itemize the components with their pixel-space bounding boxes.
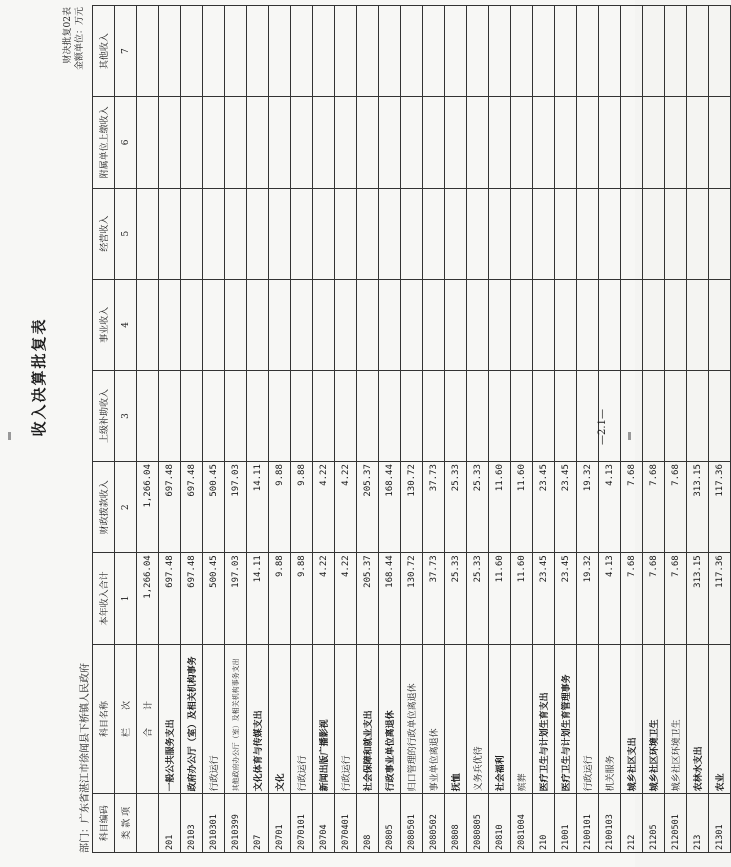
col-header-4: 事业收入 [93,279,115,370]
row-empty-cell [291,97,313,188]
row-empty-cell [379,279,401,370]
row-name: 行政运行 [291,644,313,794]
column-number-row [115,6,137,853]
row-empty-cell [269,6,291,97]
row-empty-cell [203,188,225,279]
row-empty-cell [709,279,731,370]
row-empty-cell [489,97,511,188]
table-row [247,6,269,853]
row-empty-cell [313,188,335,279]
row-total: 168.44 [379,553,401,644]
row-name: 政府办公厅（室）及相关机构事务 [181,644,203,794]
row-total: 19.32 [577,553,599,644]
row-empty-cell [643,6,665,97]
page-title: 收入决算批复表 [30,317,48,437]
row-empty-cell [335,370,357,461]
table-row [159,6,181,853]
row-fiscal: 25.33 [445,462,467,553]
row-empty-cell [665,188,687,279]
row-name: 抚恤 [445,644,467,794]
row-empty-cell [533,279,555,370]
row-name: 行政运行 [577,644,599,794]
row-empty-cell [247,279,269,370]
row-empty-cell [203,6,225,97]
row-empty-cell [335,279,357,370]
row-empty-cell [467,6,489,97]
row-empty-cell [577,97,599,188]
row-empty-cell [225,188,247,279]
row-empty-cell [379,370,401,461]
row-empty-cell [423,370,445,461]
row-empty-cell [599,6,621,97]
col-no-5: 5 [115,188,137,279]
row-total: 23.45 [555,553,577,644]
row-empty-cell [599,279,621,370]
row-empty-cell [687,6,709,97]
row-empty-cell [599,188,621,279]
col-no-7: 7 [115,6,137,97]
row-empty-cell [555,279,577,370]
row-name: 行政运行 [335,644,357,794]
table-row [467,6,489,853]
row-empty-cell [247,97,269,188]
row-empty-cell [225,370,247,461]
row-name: 社会福利 [489,644,511,794]
row-empty-cell [445,188,467,279]
row-code: 2100103 [599,794,621,853]
row-empty-cell [709,188,731,279]
row-empty-cell [467,97,489,188]
row-empty-cell [577,6,599,97]
row-name: 文化体育与传媒支出 [247,644,269,794]
code-xiang-label: 项 [122,806,132,816]
table-row [533,6,555,853]
row-fiscal: 117.36 [709,462,731,553]
row-fiscal: 25.33 [467,462,489,553]
row-code: 20805 [379,794,401,853]
table-row [357,6,379,853]
row-empty-cell [291,279,313,370]
row-total: 500.45 [203,553,225,644]
row-fiscal: 4.22 [313,462,335,553]
row-fiscal: 11.60 [511,462,533,553]
table-row [181,6,203,853]
row-fiscal: 7.68 [665,462,687,553]
page-number: —2.1— [597,409,608,445]
row-empty-cell [555,370,577,461]
row-fiscal: 697.48 [159,462,181,553]
row-empty-cell [423,188,445,279]
row-name: 义务兵优待 [467,644,489,794]
row-code: 2100101 [577,794,599,853]
row-name: 一般公共服务支出 [159,644,181,794]
row-total: 9.88 [291,553,313,644]
total-fiscal-value: 1,266.04 [137,462,159,553]
row-total: 205.37 [357,553,379,644]
row-empty-cell [225,6,247,97]
row-empty-cell [379,6,401,97]
row-fiscal: 500.45 [203,462,225,553]
table-row [621,6,643,853]
row-empty-cell [335,97,357,188]
row-empty-cell [159,370,181,461]
row-empty-cell [181,370,203,461]
col-no-1: 1 [115,553,137,644]
row-empty-cell [159,279,181,370]
row-empty-cell [687,279,709,370]
row-empty-cell [313,6,335,97]
row-name: 农业 [709,644,731,794]
table-row [709,6,731,853]
row-empty-cell [445,279,467,370]
row-name: 行政运行 [203,644,225,794]
row-empty-cell [621,97,643,188]
row-name: 殡葬 [511,644,533,794]
row-empty-cell [533,6,555,97]
row-empty-cell [401,370,423,461]
row-code: 20810 [489,794,511,853]
row-empty-cell [335,6,357,97]
row-code: 208 [357,794,379,853]
row-empty-cell [313,97,335,188]
row-fiscal: 197.03 [225,462,247,553]
row-code: 2070401 [335,794,357,853]
col-header-5: 经营收入 [93,188,115,279]
row-empty-cell [511,6,533,97]
row-code: 2120501 [665,794,687,853]
row-empty-cell [423,279,445,370]
row-empty-cell [159,188,181,279]
row-empty-cell [357,370,379,461]
row-total: 4.13 [599,553,621,644]
row-empty-cell [203,370,225,461]
table-row [379,6,401,853]
row-empty-cell [401,6,423,97]
table-row [291,6,313,853]
row-code: 207 [247,794,269,853]
row-empty-cell [357,97,379,188]
row-code: 213 [687,794,709,853]
row-total: 7.68 [665,553,687,644]
row-total: 9.88 [269,553,291,644]
row-empty-cell [313,370,335,461]
form-number-text: 财决批复02表 [63,7,73,64]
row-empty-cell [159,97,181,188]
row-fiscal: 205.37 [357,462,379,553]
row-empty-cell [687,97,709,188]
table-row [643,6,665,853]
code-subheader [115,794,137,853]
row-empty-cell [313,279,335,370]
row-empty-cell [467,279,489,370]
row-empty-cell [533,370,555,461]
row-empty-cell [621,279,643,370]
table-row [335,6,357,853]
row-name: 事业单位离退休 [423,644,445,794]
table-row [489,6,511,853]
row-fiscal: 313.15 [687,462,709,553]
row-empty-cell [533,97,555,188]
row-empty-cell [577,370,599,461]
row-fiscal: 9.88 [269,462,291,553]
row-empty-cell [181,279,203,370]
row-empty-cell [467,188,489,279]
form-number [62,7,86,97]
col-header-2: 财政拨款收入 [93,462,115,553]
row-empty-cell [335,188,357,279]
row-code: 20808 [445,794,467,853]
row-empty-cell [621,370,643,461]
row-empty-cell [379,188,401,279]
department-label: 部门：广东省湛江市徐闻县下桥镇人民政府 [80,663,91,853]
row-code: 2080805 [467,794,489,853]
row-code: 210 [533,794,555,853]
row-empty-cell [577,188,599,279]
column-index-label: 栏 次 [115,644,137,794]
row-empty-cell [291,370,313,461]
code-group-header: 科目编码 [93,794,115,853]
row-name: 城乡社区环境卫生 [665,644,687,794]
col-no-3: 3 [115,370,137,461]
row-code: 21301 [709,794,731,853]
row-empty-cell [181,6,203,97]
row-code: 2070101 [291,794,313,853]
row-name: 其他政府办公厅（室）及相关机构事务支出 [225,644,247,794]
row-empty-cell [291,6,313,97]
row-fiscal: 23.45 [555,462,577,553]
row-code: 20701 [269,794,291,853]
row-total: 197.03 [225,553,247,644]
row-empty-cell [489,6,511,97]
row-total: 25.33 [467,553,489,644]
row-empty-cell [445,6,467,97]
row-total: 117.36 [709,553,731,644]
row-empty-cell [379,97,401,188]
row-empty-cell [665,6,687,97]
row-empty-cell [555,97,577,188]
row-total: 697.48 [181,553,203,644]
row-total: 25.33 [445,553,467,644]
row-empty-cell [621,6,643,97]
row-empty-cell [181,97,203,188]
row-fiscal: 4.22 [335,462,357,553]
row-empty-cell [269,188,291,279]
row-code: 2080502 [423,794,445,853]
row-total: 11.60 [489,553,511,644]
unit-label: 金额单位：万元 [75,7,85,71]
row-empty-cell [665,97,687,188]
table-row [511,6,533,853]
row-code: 21205 [643,794,665,853]
header-row [93,6,115,853]
table-row [445,6,467,853]
row-empty-cell [599,97,621,188]
row-code: 2080501 [401,794,423,853]
row-fiscal: 37.73 [423,462,445,553]
row-empty-cell [709,6,731,97]
row-name: 新闻出版广播影视 [313,644,335,794]
col-no-6: 6 [115,97,137,188]
row-name: 农林水支出 [687,644,709,794]
row-empty-cell [511,188,533,279]
row-name: 文化 [269,644,291,794]
row-empty-cell [401,279,423,370]
row-empty-cell [687,188,709,279]
row-fiscal: 9.88 [291,462,313,553]
row-empty-cell [709,97,731,188]
row-total: 7.68 [621,553,643,644]
row-empty-cell [489,188,511,279]
row-empty-cell [423,6,445,97]
row-empty-cell [401,188,423,279]
table-row [269,6,291,853]
name-header: 科目名称 [93,644,115,794]
row-name: 机关服务 [599,644,621,794]
row-empty-cell [269,370,291,461]
row-empty-cell [225,279,247,370]
table-row [401,6,423,853]
row-code: 20704 [313,794,335,853]
row-empty-cell [709,370,731,461]
col-header-3: 上级补助收入 [93,370,115,461]
row-total: 23.45 [533,553,555,644]
row-empty-cell [555,6,577,97]
row-total: 11.60 [511,553,533,644]
row-fiscal: 130.72 [401,462,423,553]
row-empty-cell [687,370,709,461]
row-code: 21001 [555,794,577,853]
row-empty-cell [269,279,291,370]
row-name: 行政事业单位离退休 [379,644,401,794]
row-name: 城乡社区支出 [621,644,643,794]
row-name: 社会保障和就业支出 [357,644,379,794]
row-empty-cell [621,188,643,279]
table-row [313,6,335,853]
table-row [423,6,445,853]
row-empty-cell [665,279,687,370]
row-total: 14.11 [247,553,269,644]
table-row [577,6,599,853]
row-fiscal: 19.32 [577,462,599,553]
row-empty-cell [203,279,225,370]
row-total: 130.72 [401,553,423,644]
row-total: 4.22 [335,553,357,644]
row-fiscal: 14.11 [247,462,269,553]
row-empty-cell [159,6,181,97]
col-no-2: 2 [115,462,137,553]
row-empty-cell [203,97,225,188]
row-empty-cell [357,188,379,279]
table-row [203,6,225,853]
row-empty-cell [269,97,291,188]
row-fiscal: 697.48 [181,462,203,553]
row-empty-cell [511,97,533,188]
row-empty-cell [445,97,467,188]
row-empty-cell [357,279,379,370]
row-code: 2010399 [225,794,247,853]
row-fiscal: 4.13 [599,462,621,553]
row-total: 4.22 [313,553,335,644]
col-header-1: 本年收入合计 [93,553,115,644]
row-empty-cell [511,279,533,370]
row-empty-cell [555,188,577,279]
row-name: 城乡社区环境卫生 [643,644,665,794]
table-row [687,6,709,853]
col-no-4: 4 [115,279,137,370]
row-code: 20103 [181,794,203,853]
code-lei-label: 类 [122,830,132,840]
total-label: 合 计 [137,644,159,794]
row-empty-cell [665,370,687,461]
row-empty-cell [577,279,599,370]
row-total: 7.68 [643,553,665,644]
col-header-6: 附属单位上缴收入 [93,97,115,188]
row-empty-cell [467,370,489,461]
row-code: 2081004 [511,794,533,853]
income-table [92,5,731,853]
row-empty-cell [181,188,203,279]
row-empty-cell [247,188,269,279]
row-fiscal: 23.45 [533,462,555,553]
row-empty-cell [291,188,313,279]
total-value: 1,266.04 [137,553,159,644]
row-empty-cell [511,370,533,461]
code-kuan-label: 款 [122,818,132,828]
row-empty-cell [489,279,511,370]
row-empty-cell [533,188,555,279]
row-code: 201 [159,794,181,853]
col-header-7: 其他收入 [93,6,115,97]
table-row [225,6,247,853]
row-empty-cell [247,6,269,97]
row-fiscal: 7.68 [643,462,665,553]
table-row [555,6,577,853]
table-row [665,6,687,853]
row-fiscal: 11.60 [489,462,511,553]
row-empty-cell [357,6,379,97]
row-total: 37.73 [423,553,445,644]
row-empty-cell [445,370,467,461]
row-empty-cell [489,370,511,461]
row-empty-cell [643,97,665,188]
row-empty-cell [401,97,423,188]
row-total: 313.15 [687,553,709,644]
row-fiscal: 7.68 [621,462,643,553]
total-row [137,6,159,853]
row-total: 697.48 [159,553,181,644]
row-empty-cell [643,188,665,279]
row-empty-cell [225,97,247,188]
row-name: 医疗卫生与计划生育管理事务 [555,644,577,794]
row-name: 归口管理的行政单位离退休 [401,644,423,794]
row-fiscal: 168.44 [379,462,401,553]
row-empty-cell [247,370,269,461]
row-empty-cell [423,97,445,188]
row-empty-cell [643,370,665,461]
row-empty-cell [643,279,665,370]
row-code: 212 [621,794,643,853]
row-name: 医疗卫生与计划生育支出 [533,644,555,794]
row-code: 2010301 [203,794,225,853]
